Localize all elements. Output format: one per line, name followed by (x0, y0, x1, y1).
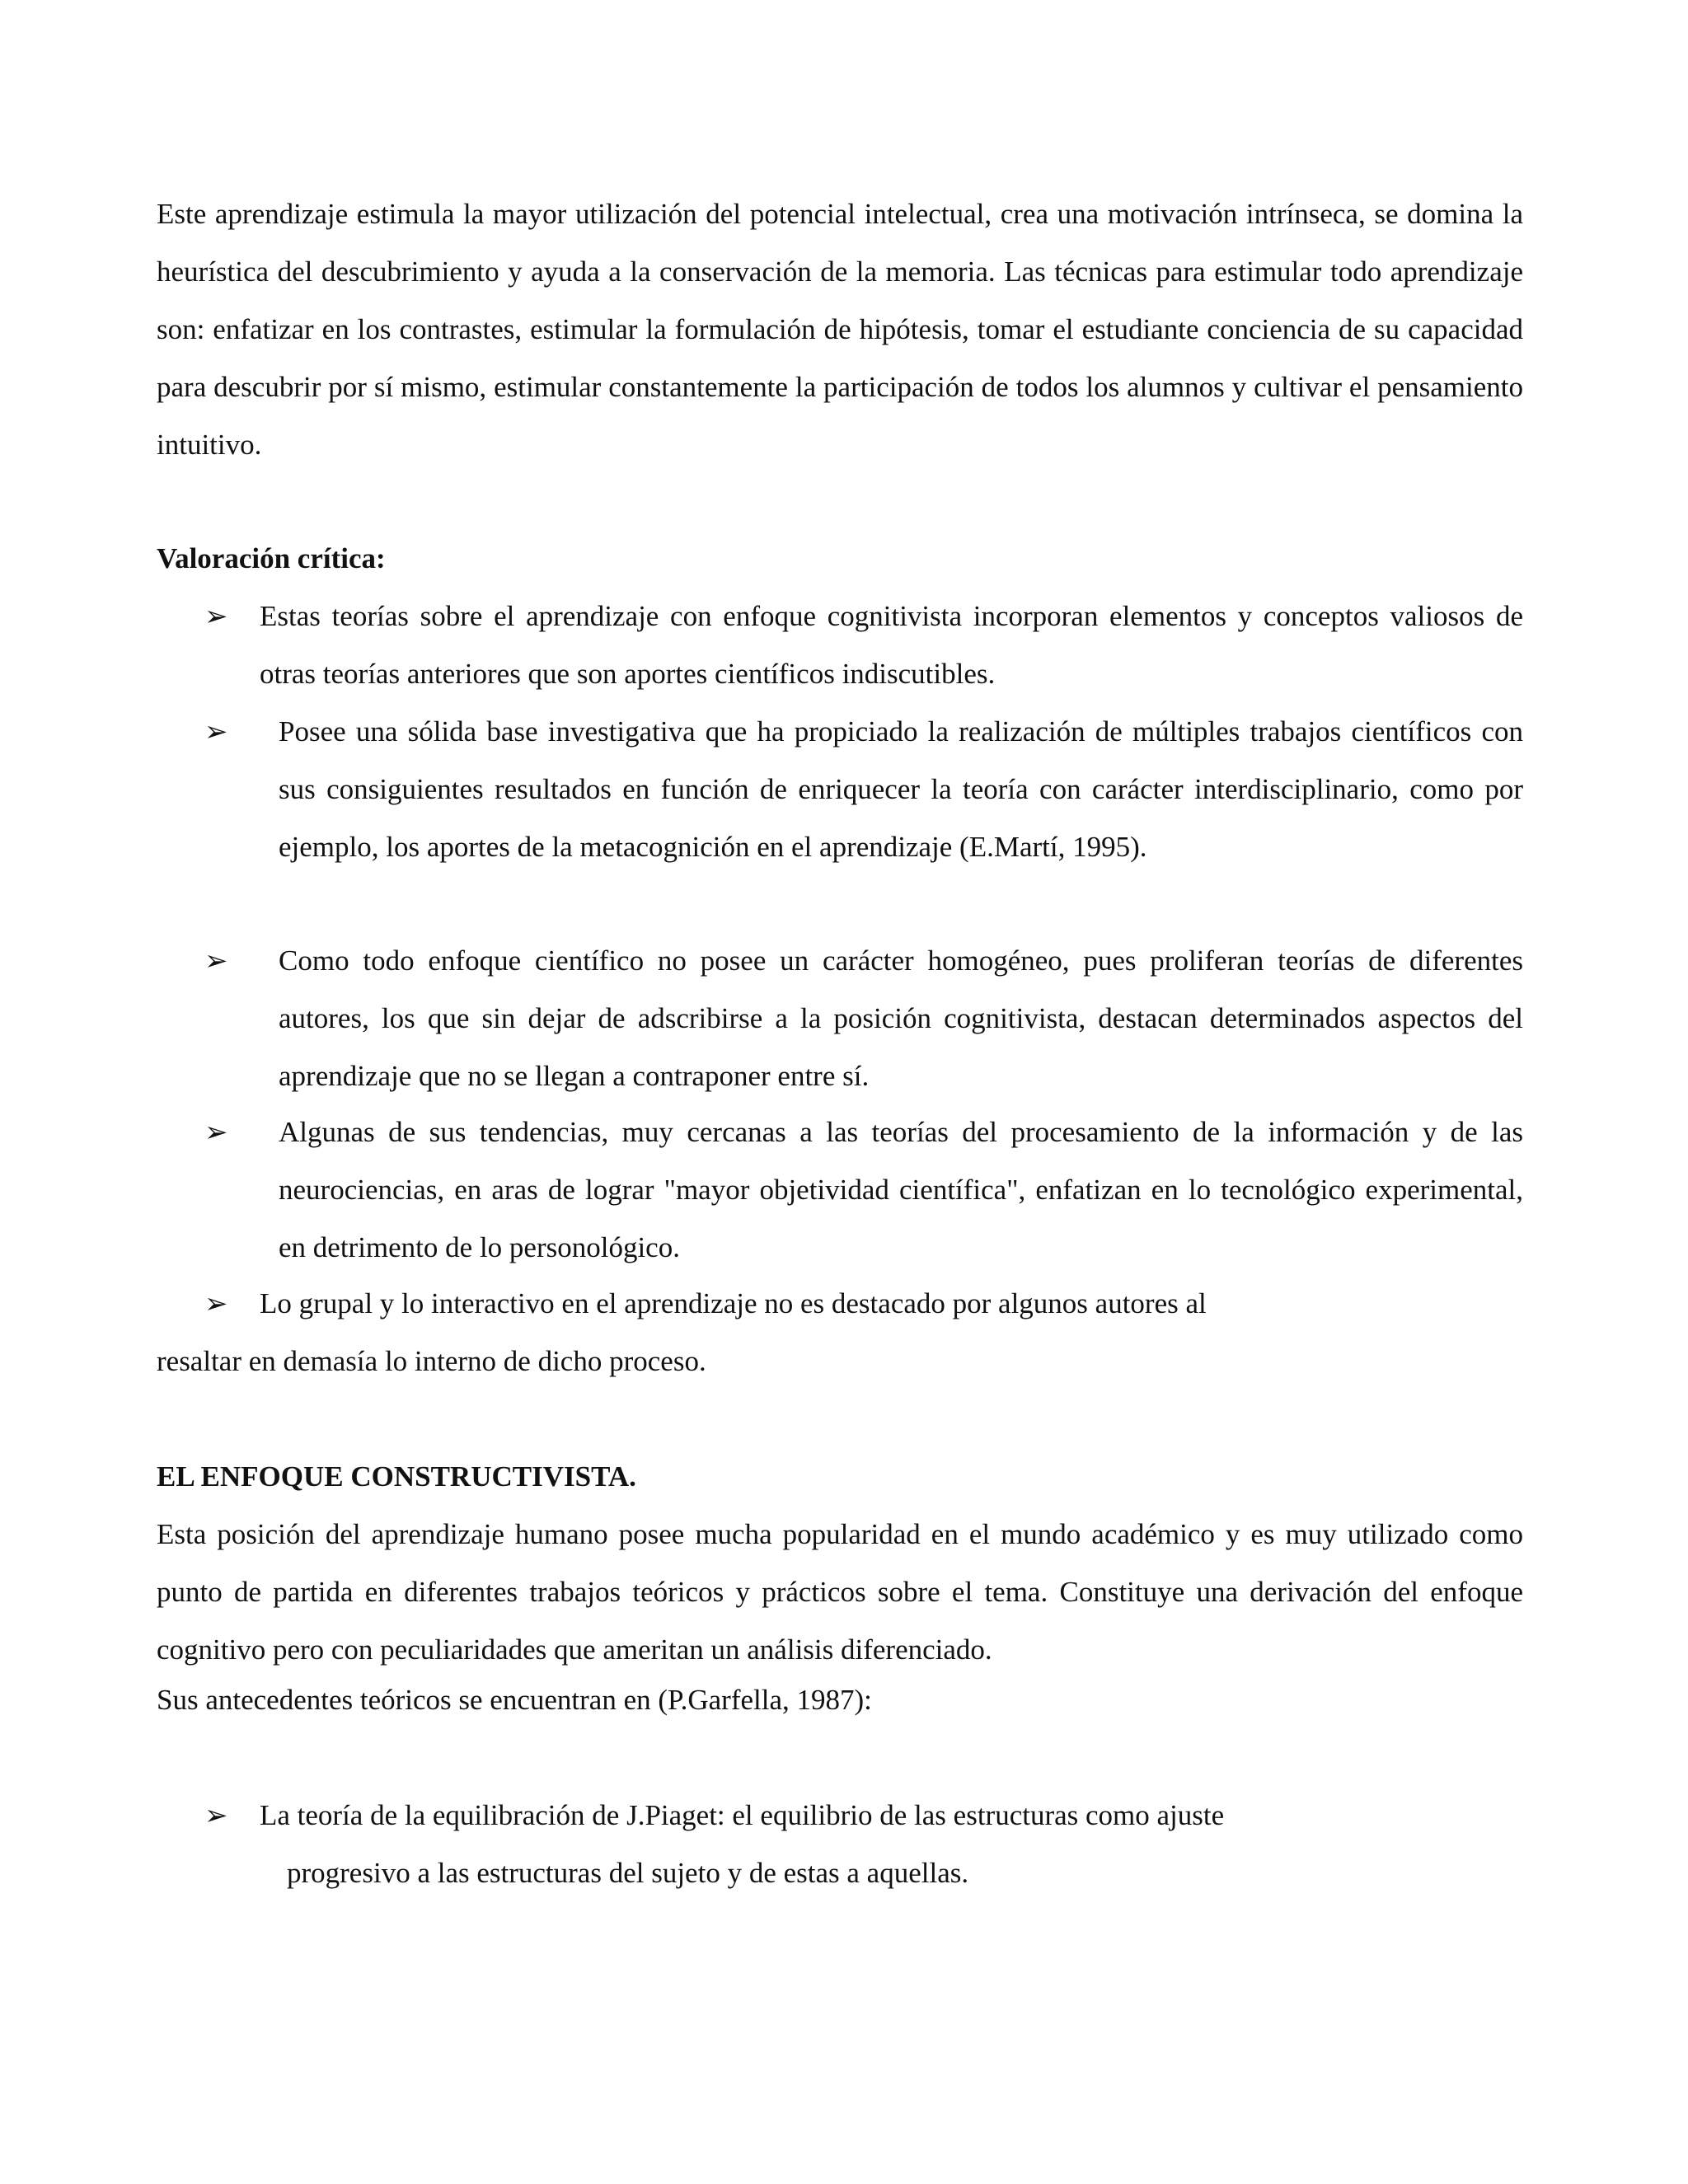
arrow-bullet-icon: ➢ (204, 1287, 228, 1320)
list-item-text: Como todo enfoque científico no posee un carácter homogéneo, pues proliferan teorías de diferentes autores, los que sin dejar de adscribirse a la posición cognitivista, destacan determinados aspectos del aprendizaje que no se llegan a contraponer entre sí. (279, 944, 1523, 1092)
arrow-bullet-icon: ➢ (204, 600, 228, 633)
valoracion-heading: Valoración crítica: (157, 542, 386, 574)
list-item-text: Algunas de sus tendencias, muy cercanas a las teorías del procesamiento de la información y de las neurociencias, en aras de lograr "mayor objetividad científica", enfatizan en lo tecnológico experimental, en detrimento de lo personológico. (279, 1116, 1523, 1263)
list-item-text: Lo grupal y lo interactivo en el aprendizaje no es destacado por algunos autores al (260, 1287, 1207, 1319)
list-item-continuation: resaltar en demasía lo interno de dicho proceso. (157, 1345, 706, 1377)
arrow-bullet-icon: ➢ (204, 1799, 228, 1832)
constructivista-heading: EL ENFOQUE CONSTRUCTIVISTA. (157, 1460, 636, 1493)
arrow-bullet-icon: ➢ (204, 944, 228, 977)
list-item-text: Posee una sólida base investigativa que ha propiciado la realización de múltiples trabajos científicos con sus consiguientes resultados en función de enriquecer la teoría con carácter interdisciplinario, como por ejemplo, los aportes de la metacognición en el aprendizaje (E.Martí, 1995). (279, 715, 1523, 863)
intro-paragraph: Este aprendizaje estimula la mayor utilización del potencial intelectual, crea una motivación intrínseca, se domina la heurística del descubrimiento y ayuda a la conservación de la memoria. Las técnicas para estimular todo aprendizaje son: enfatizar en los contrastes, estimular la formulación de hipótesis, tomar el estudiante conciencia de su capacidad para descubrir por sí mismo, estimular constantemente la participación de todos los alumnos y cultivar el pensamiento intuitivo. (157, 198, 1523, 461)
list-item-text: Estas teorías sobre el aprendizaje con enfoque cognitivista incorporan elementos y conceptos valiosos de otras teorías anteriores que son aportes científicos indiscutibles. (260, 600, 1523, 690)
list-item-continuation: progresivo a las estructuras del sujeto y de estas a aquellas. (287, 1857, 969, 1889)
constructivista-paragraph: Esta posición del aprendizaje humano posee mucha popularidad en el mundo académico y es muy utilizado como punto de partida en diferentes trabajos teóricos y prácticos sobre el tema. Constituye una derivación del enfoque cognitivo pero con peculiaridades que ameritan un análisis diferenciado. (157, 1518, 1523, 1666)
arrow-bullet-icon: ➢ (204, 1116, 228, 1149)
arrow-bullet-icon: ➢ (204, 715, 228, 748)
antecedentes-line: Sus antecedentes teóricos se encuentran en (P.Garfella, 1987): (157, 1684, 872, 1716)
list-item-text: La teoría de la equilibración de J.Piaget: el equilibrio de las estructuras como ajuste (260, 1799, 1225, 1831)
